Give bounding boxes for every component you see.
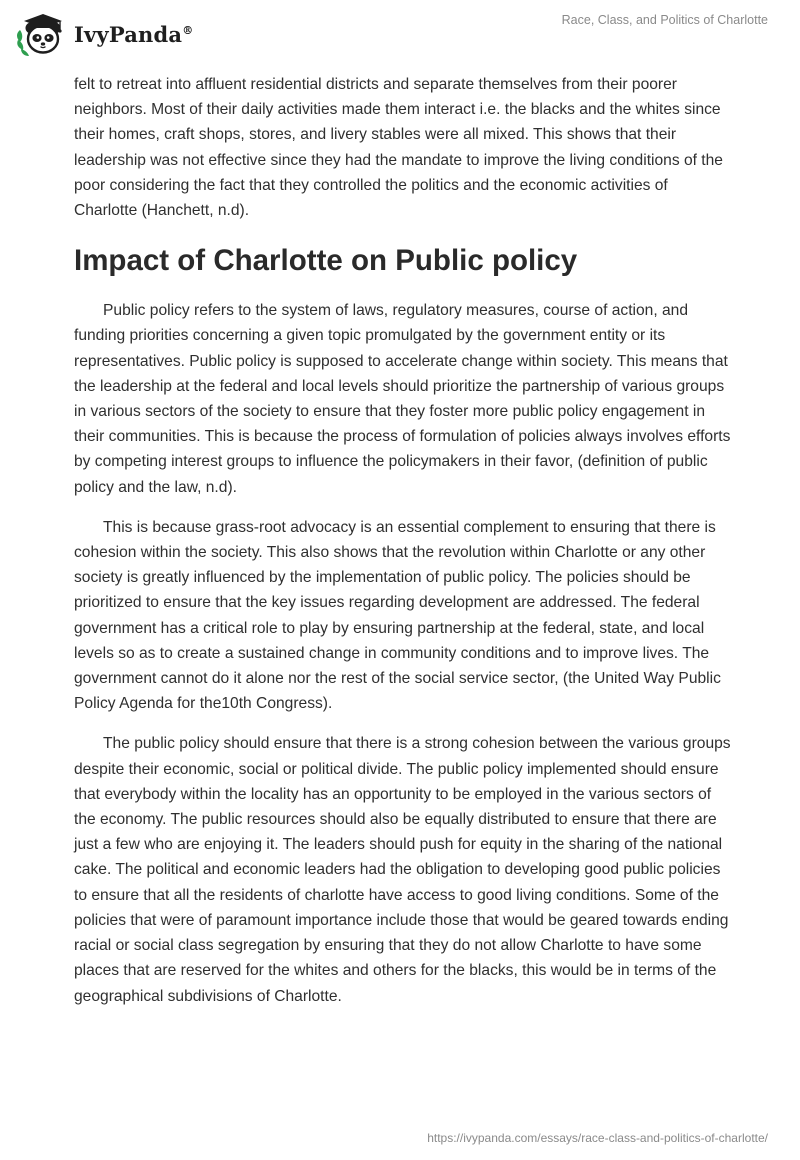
footer-url[interactable]: https://ivypanda.com/essays/race-class-and-politics-of-charlotte/: [427, 1131, 768, 1145]
ivypanda-logo[interactable]: [14, 8, 193, 60]
document-title: Race, Class, and Politics of Charlotte: [561, 13, 768, 27]
brand-name: IvyPanda®: [74, 21, 194, 47]
section-heading: Impact of Charlotte on Public policy: [74, 244, 578, 278]
page-header: [0, 0, 800, 64]
panda-graduate-icon: [14, 8, 72, 60]
body-paragraph: This is because grass-root advocacy is an essential complement to ensuring that there is cohesion within the society. This also shows that the revolution within Charlotte or any other society is greatly influenced by the implementation of public policy. The policies should be prioritized to ensure that the key issues regarding development are addressed. The federal government has a critical role to play by ensuring partnership at the federal, state, and local levels so as to create a sustained change in community conditions and to improve lives. The government cannot do it alone nor the rest of the social service sector, (the United Way Public Policy Agenda for the10th Congress).: [74, 518, 721, 713]
body-paragraph: Public policy refers to the system of laws, regulatory measures, course of action, and funding priorities concerning a given topic promulgated by the government entity or its representatives. Public policy is supposed to accelerate change within society. This means that the leadership at the federal and local levels should prioritize the partnership of various groups in various sectors of the society to ensure that they foster more public policy engagement in their communities. This is because the process of formulation of policies always involves efforts by competing interest groups to influence the policymakers in their favor, (definition of public policy and the law, n.d).: [74, 302, 731, 496]
intro-paragraph: felt to retreat into affluent residential districts and separate themselves from their poorer neighbors. Most of their daily activities made them interact i.e. the blacks and the whites since their homes, craft shops, stores, and livery stables were all mixed. This shows that their leadership was not effective since they had the mandate to improve the living conditions of the poor considering the fact that they controlled the politics and the economic activities of Charlotte (Hanchett, n.d).: [74, 76, 723, 220]
body-paragraph: The public policy should ensure that there is a strong cohesion between the various groups despite their economic, social or political divide. The public policy implemented should ensure that everybody within the locality has an opportunity to be employed in the various sectors of the economy. The public resources should also be equally distributed to ensure that there are just a few who are enjoying it. The leaders should push for equity in the sharing of the national cake. The political and economic leaders had the obligation to developing good public policies to ensure that all the residents of charlotte have access to good living conditions. Some of the policies that were of paramount importance include those that would be geared towards ending racial or social class segregation by ensuring that they do not allow Charlotte to have some places that are reserved for the whites and others for the blacks, this would be in terms of the geographical subdivisions of Charlotte.: [74, 735, 731, 1005]
essay-body: [74, 72, 734, 1009]
